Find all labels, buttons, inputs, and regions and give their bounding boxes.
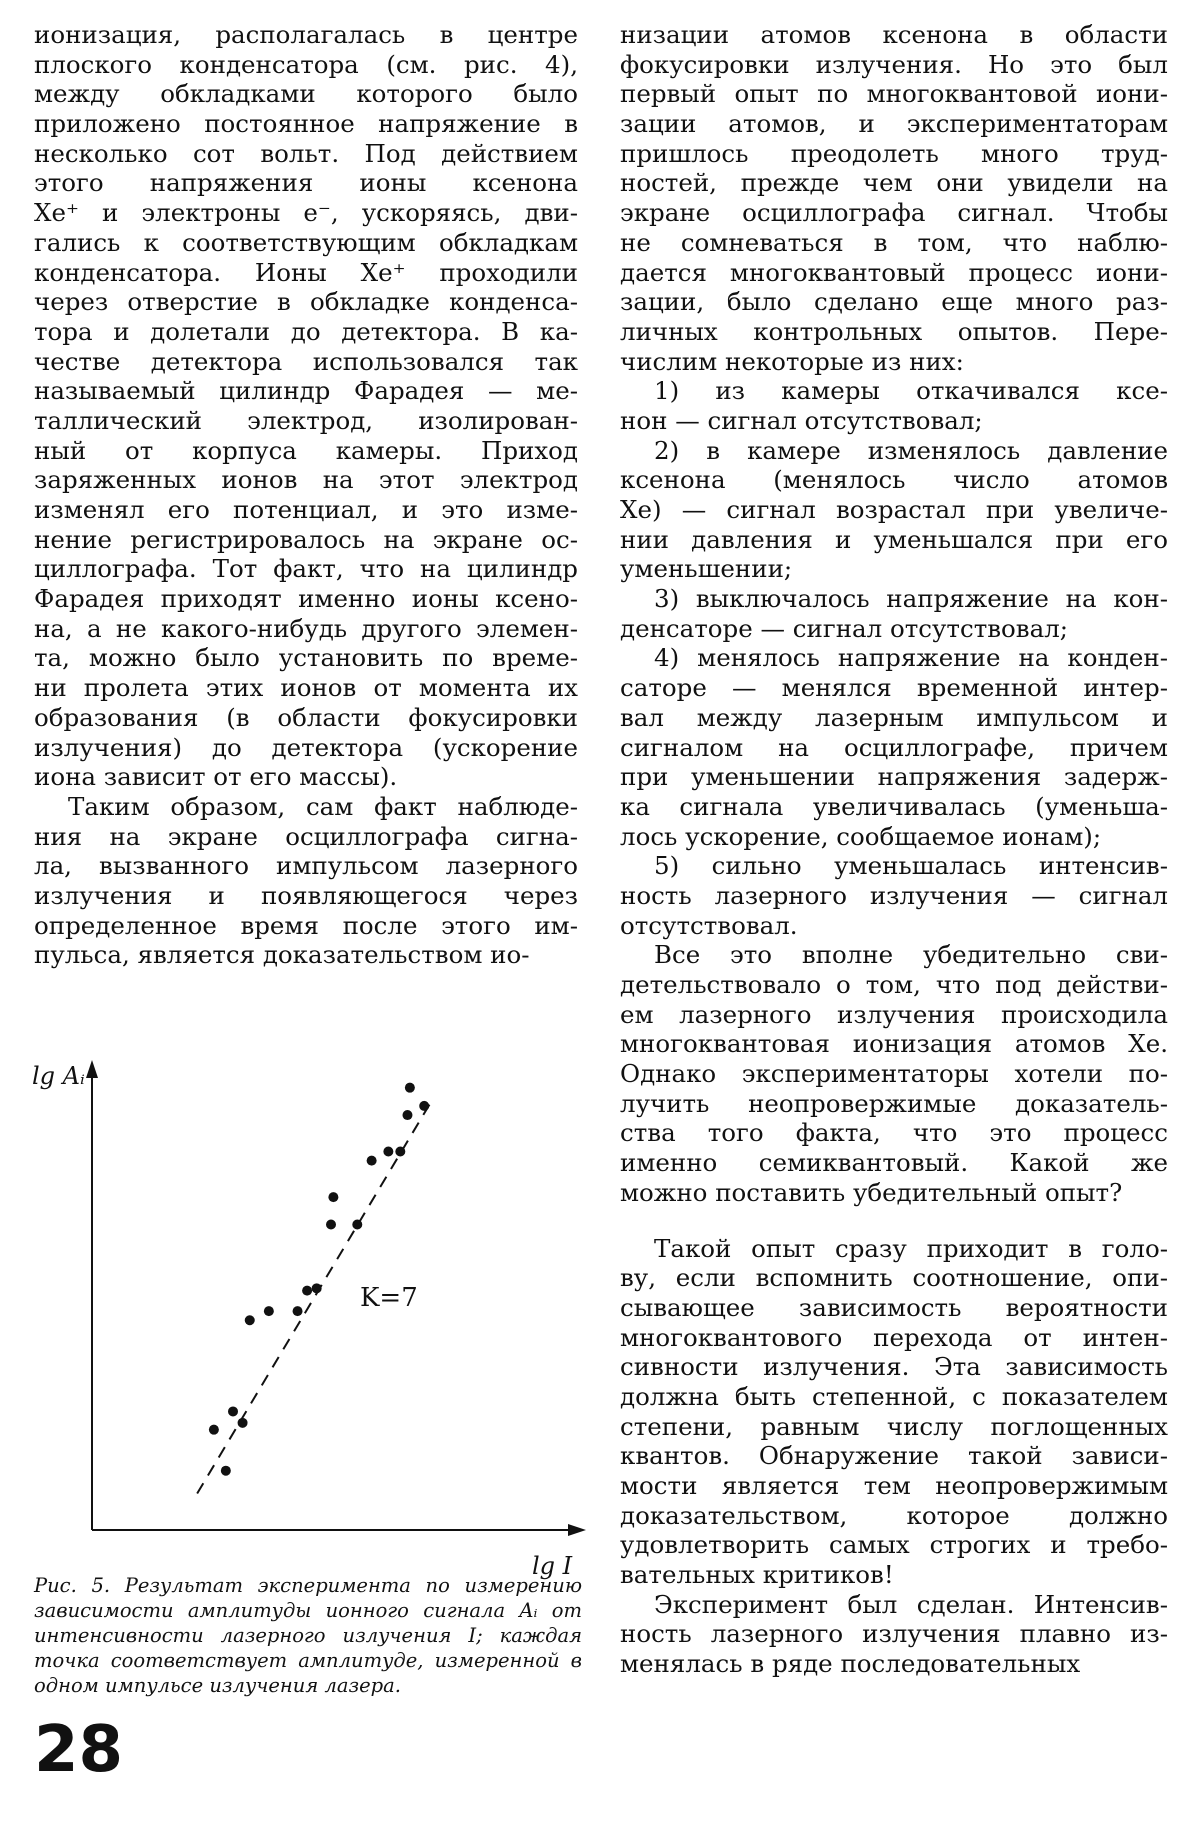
data-point <box>264 1306 274 1316</box>
text-line: 4) менялось напряжение на конден- <box>654 643 1168 673</box>
text-line: называемый цилиндр Фарадея — ме- <box>34 376 578 406</box>
text-line: должна быть степенной, с показателем <box>620 1381 1168 1411</box>
text-line: ем лазерного излучения происходила <box>620 999 1168 1029</box>
text-line: Эксперимент был сделан. Интенсив- <box>654 1589 1168 1619</box>
text-line: ла, вызванного импульсом лазерного <box>34 851 578 881</box>
text-line: детельствовало о том, что под действи- <box>620 970 1168 999</box>
text-line: конденсатора. Ионы Xe⁺ проходили <box>34 257 578 287</box>
k-annotation: K=7 <box>360 1283 418 1313</box>
text-line: излучения) до детектора (ускорение <box>34 732 578 762</box>
data-point <box>402 1110 412 1120</box>
text-line: Фарадея приходят именно ионы ксено- <box>34 584 578 614</box>
scatter-chart <box>30 1046 590 1580</box>
text-line: удовлетворить самых строгих и требо- <box>620 1530 1168 1560</box>
text-line: таллический электрод, изолирован- <box>34 405 578 435</box>
text-line: саторе — менялся временной интер- <box>620 673 1168 703</box>
right-paragraph-2 <box>620 940 1168 1207</box>
right-column <box>620 20 1168 1679</box>
text-line: многоквантового перехода от интен- <box>620 1322 1168 1352</box>
text-line: фокусировки излучения. Но это был <box>620 49 1168 79</box>
x-axis-label: lg I <box>532 1552 573 1580</box>
text-line: многоквантовая ионизация атомов Xe. <box>620 1029 1168 1059</box>
text-line: сигналом на осциллографе, причем <box>620 732 1168 762</box>
text-line: нение регистрировалось на экране ос- <box>34 524 578 554</box>
text-line: тора и долетали до детектора. В ка- <box>34 316 578 346</box>
left-paragraph-2 <box>34 792 578 970</box>
text-line: ионизация, располагалась в центре <box>34 20 578 49</box>
text-line: пришлось преодолеть много труд- <box>620 138 1168 168</box>
y-axis-arrow-icon <box>86 1060 98 1078</box>
text-line: интенсивности лазерного излучения I; каждая <box>34 1624 582 1647</box>
text-line: первый опыт по многоквантовой иони- <box>620 79 1168 109</box>
right-list <box>620 376 1168 940</box>
text-line: зации, было сделано еще много раз- <box>620 287 1168 317</box>
text-line: через отверстие в обкладке конденса- <box>34 287 578 317</box>
data-point <box>312 1283 322 1293</box>
data-point <box>228 1406 238 1416</box>
data-point <box>395 1147 405 1157</box>
text-line: образования (в области фокусировки <box>34 702 578 732</box>
text-line: уменьшении; <box>620 554 793 584</box>
text-line: ный от корпуса камеры. Приход <box>34 435 578 465</box>
data-point <box>405 1083 415 1093</box>
data-point <box>221 1466 231 1476</box>
text-line: гались к соответствующим обкладкам <box>34 227 578 257</box>
text-line: несколько сот вольт. Под действием <box>34 138 578 168</box>
text-line: лучить неопровержимые доказатель- <box>620 1088 1168 1118</box>
text-line: нии давления и уменьшался при его <box>620 524 1168 554</box>
text-line: при уменьшении напряжения задерж- <box>620 762 1168 792</box>
text-line: именно семиквантовый. Какой же <box>620 1148 1168 1178</box>
text-line: приложено постоянное напряжение в <box>34 109 578 139</box>
text-line: на, а не какого-нибудь другого элемен- <box>34 613 578 643</box>
text-line: сывающее зависимость вероятности <box>620 1292 1168 1322</box>
list-item <box>620 376 1168 435</box>
data-point <box>352 1219 362 1229</box>
text-line: сивности излучения. Эта зависимость <box>620 1352 1168 1382</box>
text-line: честве детектора использовался так <box>34 346 578 376</box>
right-paragraph-3 <box>620 1234 1168 1590</box>
data-point <box>302 1286 312 1296</box>
text-line: та, можно было установить по време- <box>34 643 578 673</box>
data-point <box>326 1219 336 1229</box>
x-axis-arrow-icon <box>568 1524 586 1536</box>
text-line: ни пролета этих ионов от момента их <box>34 673 578 703</box>
text-line: не сомневаться в том, что наблю- <box>620 227 1168 257</box>
text-line: денсаторе — сигнал отсутствовал; <box>620 613 1069 643</box>
text-line: 2) в камере изменялось давление <box>654 435 1168 465</box>
text-line: пульса, является доказательством ио- <box>34 940 530 970</box>
text-line: Рис. 5. Результат эксперимента по измерению <box>34 1574 582 1597</box>
text-line: Xe) — сигнал возрастал при увеличе- <box>620 495 1168 524</box>
data-point <box>209 1425 219 1435</box>
data-point <box>367 1156 377 1166</box>
text-line: экране осциллографа сигнал. Чтобы <box>620 198 1168 228</box>
data-point <box>238 1418 248 1428</box>
text-line: доказательством, которое должно <box>620 1500 1168 1530</box>
list-item <box>620 436 1168 584</box>
list-item <box>620 584 1168 643</box>
figure-caption <box>34 1573 582 1698</box>
list-item <box>620 643 1168 851</box>
text-line: ка сигнала увеличивалась (уменьша- <box>620 791 1168 821</box>
text-line: Такой опыт сразу приходит в голо- <box>654 1233 1168 1263</box>
data-point <box>419 1101 429 1111</box>
text-line: можно поставить убедительный опыт? <box>620 1177 1123 1207</box>
text-line: вательных критиков! <box>620 1560 894 1590</box>
text-line: зации атомов, и экспериментаторам <box>620 109 1168 139</box>
text-line: изменял его потенциал, и это изме- <box>34 495 578 524</box>
text-line: личных контрольных опытов. Пере- <box>620 316 1168 346</box>
text-line: вал между лазерным импульсом и <box>620 702 1168 732</box>
text-line: одном импульсе излучения лазера. <box>34 1674 401 1697</box>
left-column <box>34 20 578 970</box>
text-line: Все это вполне убедительно сви- <box>654 940 1168 970</box>
text-line: циллографа. Тот факт, что на цилиндр <box>34 554 578 584</box>
text-line: ксенона (менялось число атомов <box>620 465 1168 495</box>
text-line: этого напряжения ионы ксенона <box>34 168 578 198</box>
text-line: менялась в ряде последовательных <box>620 1649 1081 1679</box>
text-line: 5) сильно уменьшалась интенсив- <box>654 851 1168 881</box>
text-line: ностей, прежде чем они увидели на <box>620 168 1168 198</box>
text-line: заряженных ионов на этот электрод <box>34 465 578 495</box>
text-line: Xe⁺ и электроны e⁻, ускоряясь, дви- <box>34 198 578 228</box>
page-number: 28 <box>34 1713 124 1787</box>
text-line: мости является тем неопровержимым <box>620 1471 1168 1500</box>
text-line: ность лазерного излучения — сигнал <box>620 880 1168 910</box>
data-point <box>383 1147 393 1157</box>
right-paragraph-1 <box>620 20 1168 376</box>
text-line: определенное время после этого им- <box>34 910 578 940</box>
text-line: излучения и появляющегося через <box>34 880 578 910</box>
data-point <box>293 1306 303 1316</box>
text-line: нон — сигнал отсутствовал; <box>620 405 983 435</box>
text-line: степени, равным числу поглощенных <box>620 1411 1168 1441</box>
text-line: числим некоторые из них: <box>620 346 964 376</box>
text-line: плоского конденсатора (см. рис. 4), <box>34 49 578 79</box>
right-paragraph-4 <box>620 1590 1168 1679</box>
text-line: иона зависит от его массы). <box>34 762 398 792</box>
text-line: точка соответствует амплитуде, измеренной в <box>34 1649 582 1672</box>
text-line: Таким образом, сам факт наблюде- <box>68 791 578 821</box>
list-item <box>620 851 1168 940</box>
data-point <box>328 1192 338 1202</box>
text-line: ния на экране осциллографа сигна- <box>34 821 578 851</box>
text-line: ства того факта, что это процесс <box>620 1118 1168 1148</box>
data-point <box>245 1315 255 1325</box>
y-axis-label: lg Aᵢ <box>32 1062 85 1090</box>
text-line: ву, если вспомнить соотношение, опи- <box>620 1263 1168 1293</box>
text-line: лось ускорение, сообщаемое ионам); <box>620 821 1102 851</box>
left-paragraph-1 <box>34 20 578 792</box>
text-line: низации атомов ксенона в области <box>620 20 1168 49</box>
text-line: отсутствовал. <box>620 910 798 940</box>
section-gap <box>620 1208 1168 1234</box>
text-line: Однако экспериментаторы хотели по- <box>620 1059 1168 1089</box>
text-line: дается многоквантовый процесс иони- <box>620 257 1168 287</box>
text-line: между обкладками которого было <box>34 79 578 109</box>
text-line: 1) из камеры откачивался ксе- <box>654 376 1168 406</box>
text-line: 3) выключалось напряжение на кон- <box>654 584 1168 614</box>
text-line: ность лазерного излучения плавно из- <box>620 1619 1168 1649</box>
text-line: квантов. Обнаружение такой зависи- <box>620 1441 1168 1471</box>
text-line: зависимости амплитуды ионного сигнала Aᵢ от <box>34 1599 582 1622</box>
